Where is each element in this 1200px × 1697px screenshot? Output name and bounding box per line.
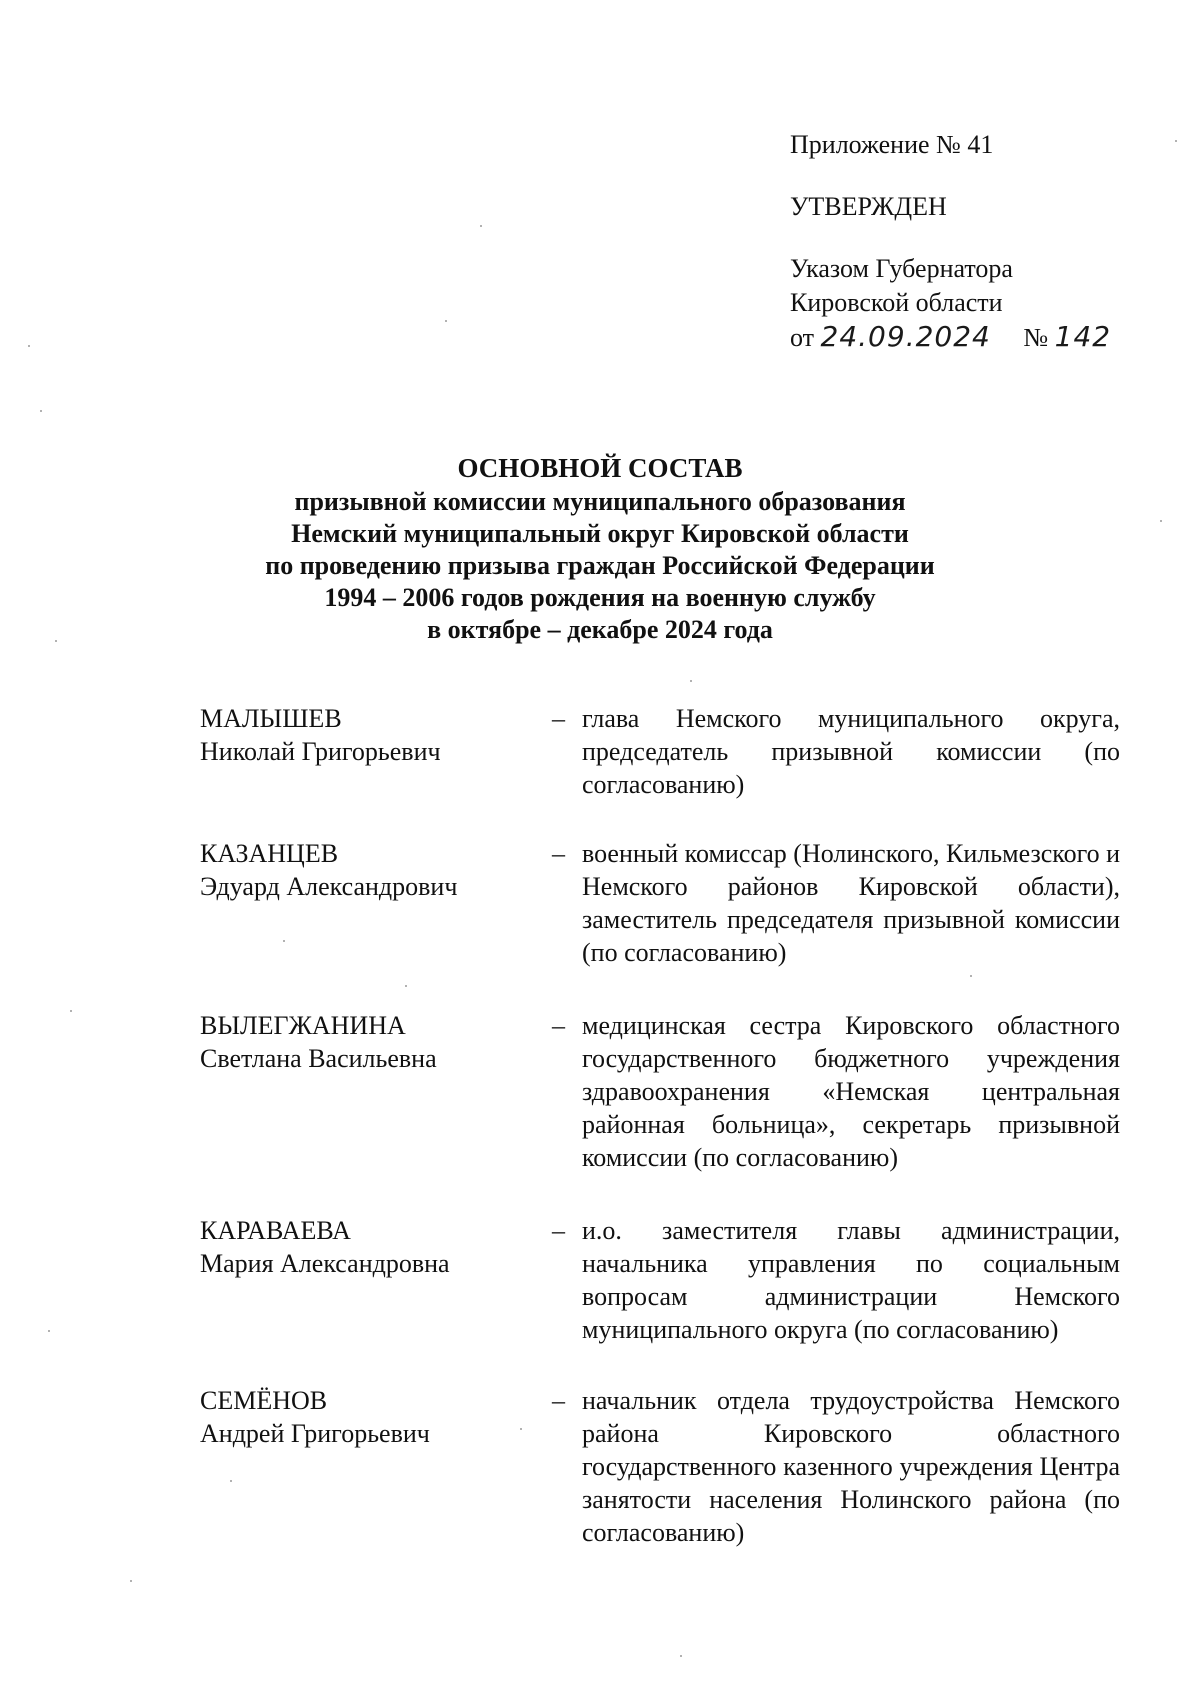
scan-speck <box>680 1655 682 1657</box>
member-entry <box>200 1009 1120 1174</box>
scan-speck <box>70 1010 72 1012</box>
member-entry <box>200 837 1120 969</box>
appendix-label: Приложение № 41 <box>790 130 994 159</box>
handwritten-number: 142 <box>1054 320 1112 353</box>
scan-speck <box>480 225 482 227</box>
member-given-names: Николай Григорьевич <box>200 737 441 766</box>
approval-block <box>790 128 1150 355</box>
member-given-names: Мария Александровна <box>200 1249 450 1278</box>
scan-speck <box>405 985 407 987</box>
member-given-names: Светлана Васильевна <box>200 1044 437 1073</box>
member-role: глава Немского муниципального округа, председатель призывной комиссии (по согласованию) <box>582 704 1120 799</box>
member-surname: МАЛЫШЕВ <box>200 704 342 733</box>
date-prefix: от <box>790 323 815 352</box>
member-dash: – <box>552 1011 565 1040</box>
member-dash: – <box>552 1216 565 1245</box>
member-given-names: Эдуард Александрович <box>200 872 458 901</box>
scan-speck <box>445 320 447 322</box>
member-surname: КАЗАНЦЕВ <box>200 839 339 868</box>
member-name <box>200 702 550 801</box>
scan-speck <box>520 1428 522 1430</box>
number-label: № <box>1023 323 1049 352</box>
member-entry <box>200 702 1120 801</box>
decree-date-line <box>790 320 1150 355</box>
member-name <box>200 1384 550 1549</box>
decree-line-1: Указом Губернатора <box>790 254 1013 283</box>
scan-speck <box>130 1580 132 1582</box>
member-role: и.о. заместителя главы администрации, начальника управления по социальным вопросам администрации Немского муниципального округа (по согласованию) <box>582 1216 1120 1344</box>
scan-speck <box>40 410 42 412</box>
member-name <box>200 1009 550 1174</box>
document-title <box>150 452 1050 646</box>
member-dash: – <box>552 704 565 733</box>
member-role: медицинская сестра Кировского областного государственного бюджетного учреждения здравоохранения «Немская центральная районная больница», секретарь призывной комиссии (по согласованию) <box>582 1011 1120 1172</box>
members-list <box>200 702 1120 1549</box>
scan-speck <box>48 1330 50 1332</box>
member-surname: ВЫЛЕГЖАНИНА <box>200 1011 406 1040</box>
member-entry <box>200 1214 1120 1346</box>
title-line-3: по проведению призыва граждан Российской Федерации <box>265 551 935 580</box>
scan-speck <box>55 640 57 642</box>
approved-label: УТВЕРЖДЕН <box>790 192 947 221</box>
scan-speck <box>28 345 30 347</box>
member-given-names: Андрей Григорьевич <box>200 1419 430 1448</box>
member-dash: – <box>552 839 565 868</box>
title-line-4: 1994 – 2006 годов рождения на военную службу <box>324 583 876 612</box>
member-role: начальник отдела трудоустройства Немского района Кировского областного государственного казенного учреждения Центра занятости населения Нолинского района (по согласованию) <box>582 1386 1120 1547</box>
decree-line-2: Кировской области <box>790 288 1003 317</box>
title-line-2: Немский муниципальный округ Кировской области <box>291 519 909 548</box>
member-name <box>200 837 550 969</box>
scan-speck <box>230 1480 232 1482</box>
member-role: военный комиссар (Нолинского, Кильмезского и Немского районов Кировской области), заместитель председателя призывной комиссии (по согласованию) <box>582 839 1121 967</box>
member-entry <box>200 1384 1120 1549</box>
member-surname: КАРАВАЕВА <box>200 1216 351 1245</box>
scan-speck <box>970 975 972 977</box>
member-surname: СЕМЁНОВ <box>200 1386 328 1415</box>
member-name <box>200 1214 550 1346</box>
title-line-5: в октябре – декабре 2024 года <box>427 615 773 644</box>
scan-speck <box>283 940 285 942</box>
handwritten-date: 24.09.2024 <box>820 320 991 353</box>
scan-speck <box>1160 520 1162 522</box>
scan-speck <box>690 680 692 682</box>
member-dash: – <box>552 1386 565 1415</box>
title-main: ОСНОВНОЙ СОСТАВ <box>457 453 743 483</box>
title-line-1: призывной комиссии муниципального образования <box>294 487 906 516</box>
scan-speck <box>1175 140 1177 142</box>
